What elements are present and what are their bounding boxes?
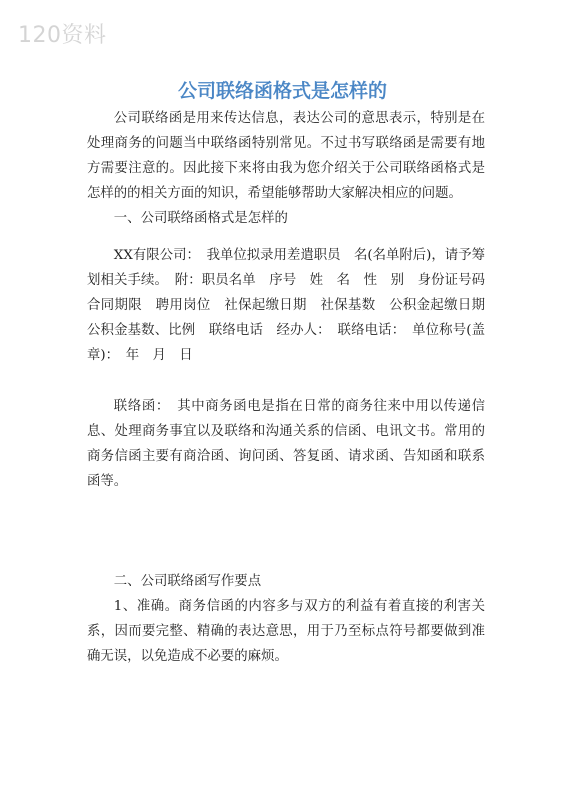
- definition-paragraph: 联络函： 其中商务函电是指在日常的商务往来中用以传递信息、处理商务事宜以及联络和沟通关系的信函、电讯文书。常用的商务信函主要有商洽函、询问函、答复函、请求函、告知函和联系函等。: [87, 399, 485, 489]
- watermark: 120资料: [18, 23, 107, 48]
- accuracy-paragraph: 1、准确。商务信函的内容多与双方的利益有着直接的利害关系，因而要完整、精确的表达意思，用于乃至标点符号都要做到准确无误，以免造成不必要的麻烦。: [87, 599, 485, 664]
- section-heading-1: 一、公司联络函格式是怎样的: [113, 211, 288, 226]
- document-title: 公司联络函格式是怎样的: [177, 80, 387, 102]
- section-heading-2: 二、公司联络函写作要点: [113, 574, 262, 589]
- sample-letter-paragraph: XX有限公司： 我单位拟录用差遣职员 名(名单附后)，请予筹划相关手续。 附：职员名单 序号 姓 名 性 别 身份证号码 合同期限 聘用岗位 社保起缴日期 社保基数 公积金起缴日期 公积金基数、比例 联络电话 经办人： 联络电话： 单位称号(盖章)： 年 月 日: [87, 248, 499, 363]
- document-body: [87, 106, 499, 669]
- intro-paragraph: 公司联络函是用来传达信息，表达公司的意思表示，特别是在处理商务的问题当中联络函特别常见。不过书写联络函是需要有地方需要注意的。因此接下来将由我为您介绍关于公司联络函格式是怎样的的相关方面的知识，希望能够帮助大家解决相应的问题。: [87, 111, 485, 201]
